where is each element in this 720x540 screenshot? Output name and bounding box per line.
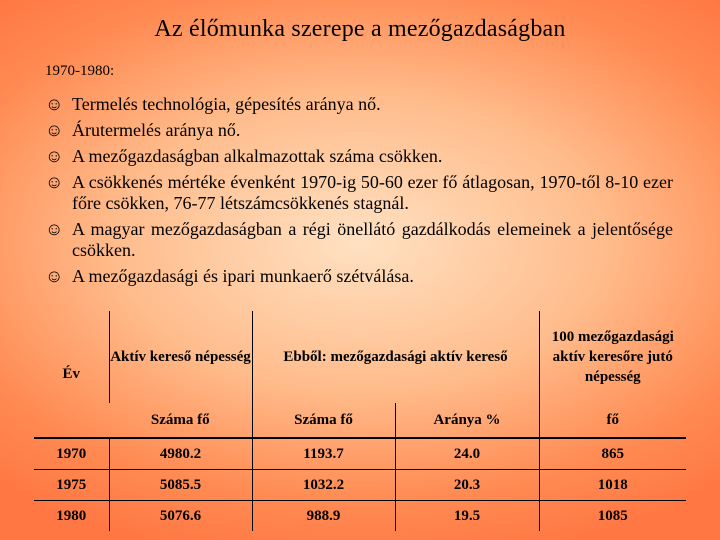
- cell-agri: 1032.2: [252, 470, 395, 501]
- page-title: Az élőmunka szerepe a mezőgazdaságban: [154, 16, 566, 42]
- period-label: 1970-1980:: [45, 63, 115, 79]
- bullet-item: [45, 120, 673, 141]
- smiley-icon: ☺: [45, 266, 64, 286]
- bullet-text: A mezőgazdaságban alkalmazottak száma csökken.: [72, 146, 443, 166]
- cell-share: 24.0: [395, 438, 539, 470]
- cell-share: 20.3: [395, 470, 539, 501]
- cell-year: 1970: [34, 438, 109, 470]
- smiley-icon: ☺: [45, 94, 64, 114]
- table-subheader-row: [34, 403, 686, 438]
- subheader-agri-count: Száma fő: [252, 403, 395, 438]
- bullet-text: A mezőgazdasági és ipari munkaerő szétválása.: [72, 266, 414, 286]
- bullet-item: [45, 172, 673, 214]
- header-agri: Ebből: mezőgazdasági aktív kereső: [252, 311, 539, 403]
- bullet-item: [45, 146, 673, 167]
- smiley-icon: ☺: [45, 146, 64, 166]
- subheader-active-count: Száma fő: [109, 403, 252, 438]
- bullet-item: [45, 94, 673, 115]
- smiley-icon: ☺: [45, 172, 64, 192]
- bullet-text: Termelés technológia, gépesítés aránya nő.: [72, 94, 381, 114]
- bullet-text: Árutermelés aránya nő.: [72, 120, 241, 140]
- bullet-text: A csökkenés mértéke évenként 1970-ig 50-60 ezer fő átlagosan, 1970-től 8-10 ezer főre csökken, 76-77 létszámcsökkenés stagnál.: [72, 172, 673, 213]
- cell-per100: 865: [539, 438, 686, 470]
- smiley-icon: ☺: [45, 120, 64, 140]
- cell-share: 19.5: [395, 501, 539, 532]
- cell-active: 5085.5: [109, 470, 252, 501]
- cell-active: 4980.2: [109, 438, 252, 470]
- bullet-item: [45, 219, 673, 261]
- table-row: [34, 470, 686, 501]
- cell-year: 1980: [56, 507, 87, 524]
- header-year: Év: [34, 311, 109, 438]
- cell-agri: 1193.7: [252, 438, 395, 470]
- cell-active: 5076.6: [109, 501, 252, 532]
- bullet-text: A magyar mezőgazdaságban a régi önellátó gazdálkodás elemeinek a jelentősége csökken.: [72, 219, 673, 260]
- cell-year: 1975: [34, 470, 109, 501]
- data-table: [34, 311, 686, 531]
- cell-per100: 1085: [539, 501, 686, 532]
- bullet-list: [45, 94, 673, 292]
- header-per100: 100 mezőgazdasági aktív keresőre jutó népesség: [539, 311, 686, 403]
- table-row: [34, 501, 686, 532]
- bullet-item: [45, 266, 673, 287]
- header-active: Aktív kereső népesség: [109, 311, 252, 403]
- subheader-agri-share: Aránya %: [395, 403, 539, 438]
- subheader-per100-unit: fő: [539, 403, 686, 438]
- cell-per100: 1018: [539, 470, 686, 501]
- table-header-row: [34, 311, 686, 403]
- cell-agri: 988.9: [252, 501, 395, 532]
- smiley-icon: ☺: [45, 219, 64, 239]
- table-row: [34, 438, 686, 470]
